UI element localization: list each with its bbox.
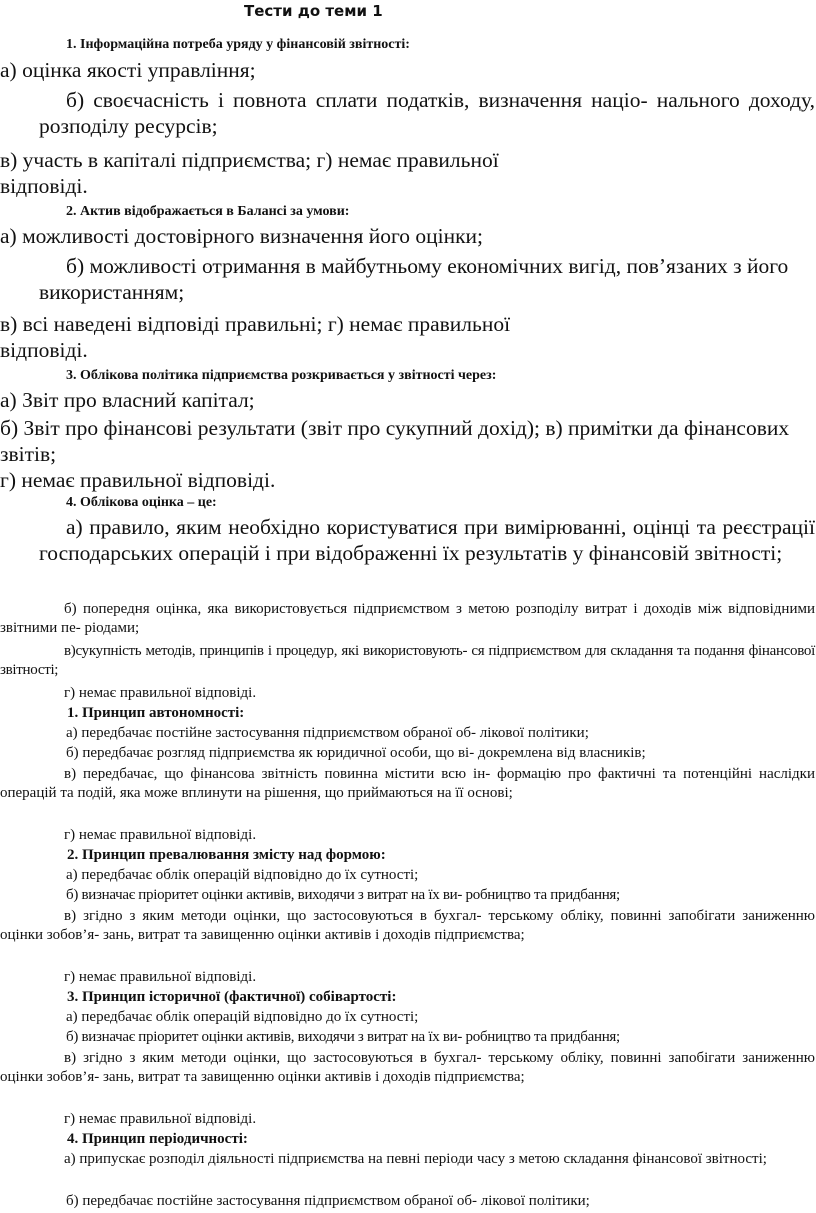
principle-3: 3. Принцип історичної (фактичної) собівартості: <box>67 989 397 1005</box>
q1-answer-a: а) оцінка якості управління; <box>0 58 256 82</box>
principle-1: 1. Принцип автономності: <box>67 705 245 721</box>
p4-answer-a: а) припускає розподіл діяльності підприємства на певні періоди часу з метою складання фінансової звітності; <box>64 1151 767 1167</box>
p2-answer-a: а) передбачає облік операцій відповідно до їх сутності; <box>66 867 419 883</box>
p1-answer-a: а) передбачає постійне застосування підприємством обраної об- лікової політики; <box>66 725 589 741</box>
p3-answer-a: а) передбачає облік операцій відповідно до їх сутності; <box>66 1009 419 1025</box>
question-4: 4. Облікова оцінка – це: <box>66 495 217 510</box>
p3-answer-b: б) визначає пріоритет оцінки активів, виходячи з витрат на їх ви- робництво та придбання; <box>66 1029 620 1045</box>
question-2: 2. Актив відображається в Балансі за умови: <box>66 204 350 219</box>
q1-answer-b: б) своєчасність і повнота сплати податків, визначення націо- нального доходу, розподілу ресурсів; <box>39 88 815 138</box>
page-title: Тести до теми 1 <box>244 2 383 20</box>
q3-answer-a: а) Звіт про власний капітал; <box>0 388 255 412</box>
p2-answer-d: г) немає правильної відповіді. <box>64 969 257 985</box>
question-1: 1. Інформаційна потреба уряду у фінансовій звітності: <box>66 37 410 52</box>
p3-answer-c: в) згідно з яким методи оцінки, що застосовуються в бухгал- терському обліку, повинні запобігати заниженню оцінки зобов’я- зань, витрат та завищенню оцінки активів і доходів підприємства; <box>0 1050 815 1085</box>
q1-answer-c-cont: відповіді. <box>0 174 88 198</box>
principle-2: 2. Принцип превалювання змісту над формою: <box>67 847 386 863</box>
q4-answer-a: а) правило, яким необхідно користуватися при вимірюванні, оцінці та реєстрації господарських операцій і при відображенні їх результатів у фінансовій звітності; <box>39 515 815 565</box>
p3-answer-d: г) немає правильної відповіді. <box>64 1111 257 1127</box>
q2-answer-b: б) можливості отримання в майбутньому економічних вигід, пов’язаних з його використанням; <box>39 254 789 304</box>
q2-answer-a: а) можливості достовірного визначення його оцінки; <box>0 224 484 248</box>
p1-answer-b: б) передбачає розгляд підприємства як юридичної особи, що ві- докремлена від власників; <box>66 745 646 761</box>
p1-answer-d: г) немає правильної відповіді. <box>64 827 257 843</box>
q2-answer-c-cont: відповіді. <box>0 338 88 362</box>
q4-answer-b: б) попередня оцінка, яка використовується підприємством з метою розподілу витрат і доходів між відповідними звітними пе- ріодами; <box>0 601 815 636</box>
q3-answer-d: г) немає правильної відповіді. <box>0 468 276 492</box>
q1-answer-c: в) участь в капіталі підприємства; г) немає правильної <box>0 148 499 172</box>
p2-answer-b: б) визначає пріоритет оцінки активів, виходячи з витрат на їх ви- робництво та придбання; <box>66 887 620 903</box>
question-3: 3. Облікова політика підприємства розкривається у звітності через: <box>66 368 497 383</box>
q4-answer-d: г) немає правильної відповіді. <box>64 685 257 701</box>
p1-answer-c: в) передбачає, що фінансова звітність повинна містити всю ін- формацію про фактичні та потенційні наслідки операцій та подій, яка може вплинути на рішення, що приймаються на її основі; <box>0 766 815 801</box>
q4-answer-c: в)сукупність методів, принципів і процедур, які використовують- ся підприємством для складання та подання фінансової звітності; <box>0 643 815 678</box>
q2-answer-c: в) всі наведені відповіді правильні; г) немає правильної <box>0 312 511 336</box>
p2-answer-c: в) згідно з яким методи оцінки, що застосовуються в бухгал- терському обліку, повинні запобігати заниженню оцінки зобов’я- зань, витрат та завищенню оцінки активів і доходів підприємства; <box>0 908 815 943</box>
q3-answer-b: б) Звіт про фінансові результати (звіт про сукупний дохід); в) примітки да фінансових звітів; <box>0 416 790 466</box>
p4-answer-b: б) передбачає постійне застосування підприємством обраної об- лікової політики; <box>66 1193 590 1209</box>
principle-4: 4. Принцип періодичності: <box>67 1131 248 1147</box>
